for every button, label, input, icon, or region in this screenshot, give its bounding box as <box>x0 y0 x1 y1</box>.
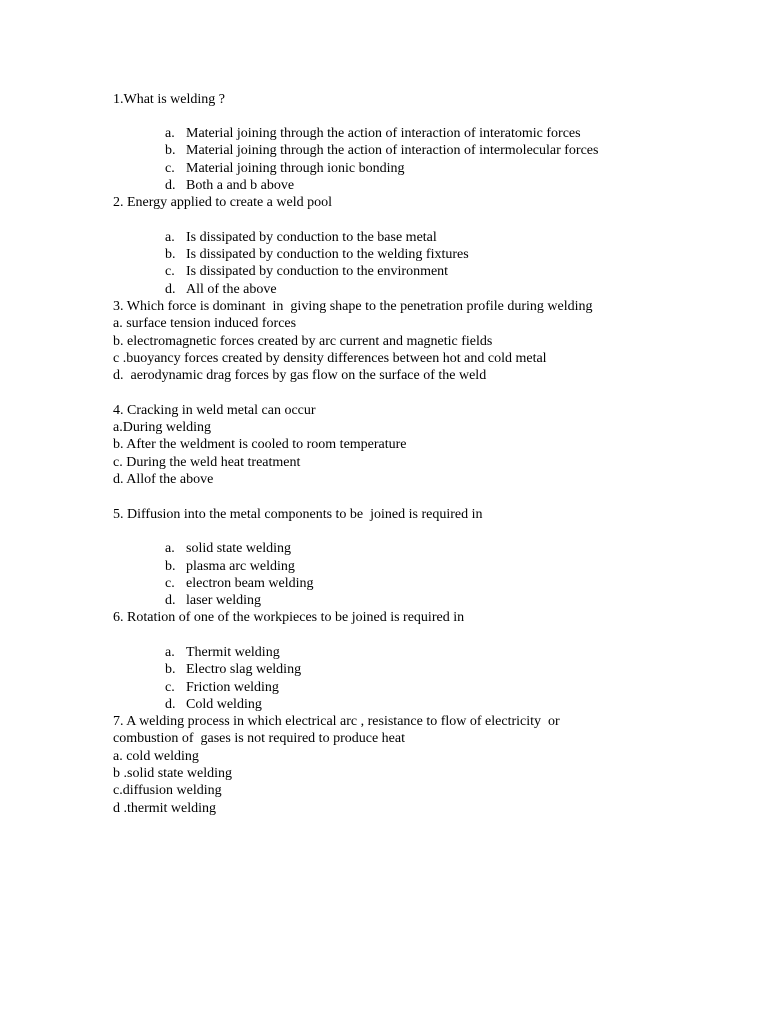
answer-option <box>113 108 753 142</box>
question-stem-continuation: combustion of gases is not required to produce heat <box>113 731 405 747</box>
option-letter: b. <box>165 558 176 574</box>
option-text: Thermit welding <box>186 645 280 660</box>
option-text: Both a and b above <box>186 177 295 193</box>
option-text: plasma arc welding <box>186 558 295 574</box>
question-stem: 3. Which force is dominant in giving shape to the penetration profile during welding <box>113 299 593 315</box>
option-text: Material joining through the action of interaction of intermolecular forces <box>186 143 599 159</box>
option-text: Is dissipated by conduction to the base metal <box>186 229 437 245</box>
answer-option: d .thermit welding <box>113 800 217 816</box>
option-text: Friction welding <box>186 679 279 695</box>
option-letter: d. <box>165 593 176 609</box>
answer-option: b. After the weldment is cooled to room temperature <box>113 437 407 453</box>
option-text: Is dissipated by conduction to the environment <box>186 264 449 280</box>
answer-option: d. Allof the above <box>113 472 214 488</box>
answer-option: a. surface tension induced forces <box>113 316 297 332</box>
option-letter: a. <box>165 541 175 557</box>
option-text: solid state welding <box>186 541 291 557</box>
option-letter: d. <box>165 177 176 193</box>
answer-option: c.diffusion welding <box>113 783 222 799</box>
question-stem: 6. Rotation of one of the workpieces to be joined is required in <box>113 610 465 626</box>
question-list <box>113 91 753 835</box>
option-letter: b. <box>165 143 176 159</box>
question-stem: 4. Cracking in weld metal can occur <box>113 402 316 418</box>
option-letter: c. <box>165 264 175 280</box>
answer-option: c. During the weld heat treatment <box>113 454 301 470</box>
option-letter: b. <box>165 662 176 678</box>
question-stem: 5. Diffusion into the metal components to be joined is required in <box>113 506 483 522</box>
option-letter: a. <box>165 126 175 142</box>
option-letter: c. <box>165 575 175 591</box>
question-4 <box>113 402 753 488</box>
question-stem: 2. Energy applied to create a weld pool <box>113 195 332 211</box>
question-6 <box>113 609 753 712</box>
option-text: All of the above <box>186 281 277 297</box>
option-text: Material joining through the action of interaction of interatomic forces <box>186 126 581 142</box>
option-text: laser welding <box>186 593 262 609</box>
option-letter: c. <box>165 160 175 176</box>
answer-option: b .solid state welding <box>113 766 232 782</box>
answer-option: b. electromagnetic forces created by arc current and magnetic fields <box>113 333 493 349</box>
option-text: Is dissipated by conduction to the welding fixtures <box>186 247 469 263</box>
answer-option <box>113 523 753 557</box>
option-letter: b. <box>165 247 176 263</box>
option-letter: a. <box>165 645 175 660</box>
answer-option: a.During welding <box>113 420 211 436</box>
option-letter: a. <box>165 229 175 245</box>
option-text: Electro slag welding <box>186 662 302 678</box>
answer-option <box>113 212 753 245</box>
option-letter: d. <box>165 696 176 712</box>
option-text: Cold welding <box>186 696 262 712</box>
answer-option <box>113 627 753 660</box>
option-text: Material joining through ionic bonding <box>186 160 405 176</box>
option-letter: d. <box>165 281 176 297</box>
question-5 <box>113 506 753 609</box>
answer-option: c .buoyancy forces created by density differences between hot and cold metal <box>113 350 547 366</box>
question-stem: 7. A welding process in which electrical arc , resistance to flow of electricity or <box>113 714 560 730</box>
option-letter: c. <box>165 679 175 695</box>
question-3 <box>113 298 753 384</box>
question-2 <box>113 194 753 297</box>
question-1 <box>113 91 753 193</box>
answer-option: d. aerodynamic drag forces by gas flow on the surface of the weld <box>113 368 487 384</box>
question-stem: 1.What is welding ? <box>113 91 225 107</box>
question-7 <box>113 713 753 817</box>
answer-option: a. cold welding <box>113 748 199 764</box>
option-text: electron beam welding <box>186 575 314 591</box>
